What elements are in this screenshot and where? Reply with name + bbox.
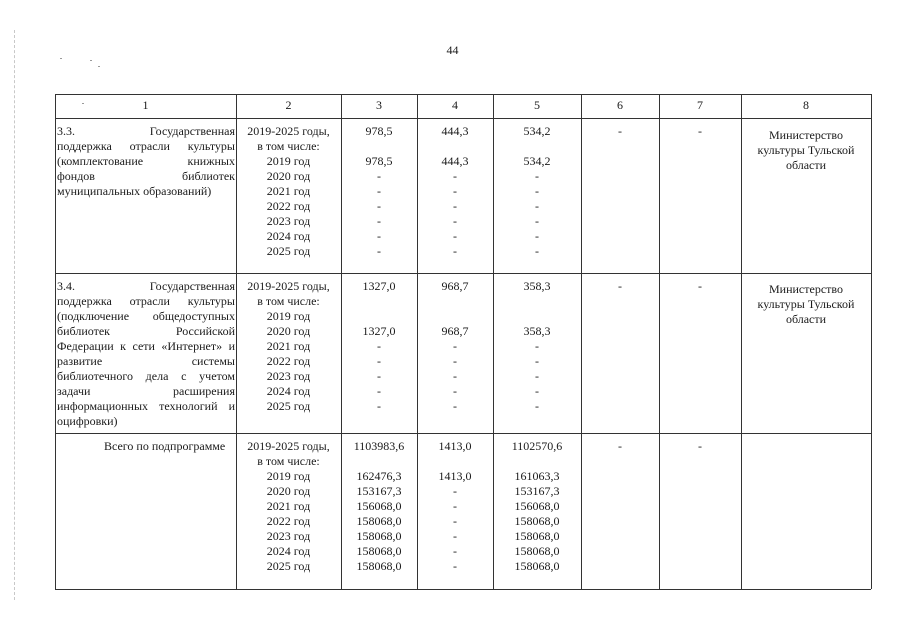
- amount-column-4: [417, 124, 493, 259]
- amount-cell: 158068,0: [514, 514, 560, 528]
- description-line: поддержка отрасли культуры: [57, 294, 235, 308]
- header-cell-5: 5: [534, 98, 540, 112]
- executor-line: культуры Тульской: [757, 143, 855, 157]
- amount-cell: [341, 294, 417, 309]
- period-cell: 2019-2025 годы,: [247, 124, 330, 138]
- period-cell: 2022 год: [266, 354, 311, 368]
- amount-cell: [493, 139, 581, 154]
- amount-cell: -: [453, 199, 457, 213]
- period-cell: 2021 год: [266, 184, 311, 198]
- amount-cell: -: [377, 384, 381, 398]
- period-cell: 2023 год: [266, 214, 311, 228]
- period-cell: в том числе:: [257, 294, 320, 308]
- period-cell: 2019-2025 годы,: [247, 439, 330, 453]
- period-cell: 2024 год: [266, 544, 311, 558]
- amount-column-3: [341, 279, 417, 414]
- amount-cell: 358,3: [523, 279, 551, 293]
- amount-cell: -: [377, 399, 381, 413]
- amount-cell: [417, 139, 493, 154]
- amount-cell: 162476,3: [356, 469, 402, 483]
- amount-cell: 968,7: [441, 279, 469, 293]
- amount-cell: 158068,0: [356, 544, 402, 558]
- amount-cell: [417, 294, 493, 309]
- executor-line: Министерство: [769, 128, 843, 142]
- amount-cell: -: [377, 199, 381, 213]
- description-line: фондов библиотек: [57, 169, 235, 183]
- period-cell: 2021 год: [266, 499, 311, 513]
- description-line: (подключение общедоступных: [57, 309, 235, 323]
- amount-column-6: [581, 279, 659, 294]
- period-cell: 2019 год: [266, 309, 311, 323]
- amount-cell: -: [453, 339, 457, 353]
- amount-cell: -: [377, 169, 381, 183]
- description-line: библиотек Российской: [57, 324, 235, 338]
- amount-cell: 534,2: [523, 154, 551, 168]
- amount-column-4: [417, 279, 493, 414]
- description-line: библиотечного дела с учетом: [57, 369, 235, 383]
- amount-cell: 158068,0: [514, 544, 560, 558]
- executor-cell: [741, 282, 871, 327]
- header-cell-7: 7: [697, 98, 703, 112]
- scan-speck: [98, 66, 100, 67]
- amount-cell: [493, 294, 581, 309]
- header-cell-6: 6: [617, 98, 623, 112]
- amount-column-3: [341, 124, 417, 259]
- description-line: Федерации к сети «Интернет» и: [57, 339, 235, 353]
- amount-cell: -: [618, 124, 622, 138]
- header-cell-4: 4: [452, 98, 458, 112]
- amount-cell: -: [535, 169, 539, 183]
- executor-line: области: [785, 312, 827, 326]
- executor-line: Министерство: [769, 282, 843, 296]
- description-line: развитие системы: [57, 354, 235, 368]
- amount-cell: -: [453, 499, 457, 513]
- amount-column-5: [493, 279, 581, 414]
- amount-cell: 156068,0: [356, 499, 402, 513]
- amount-cell: -: [698, 439, 702, 453]
- amount-cell: -: [453, 244, 457, 258]
- amount-cell: 158068,0: [356, 514, 402, 528]
- amount-cell: 1102570,6: [511, 439, 563, 453]
- period-cell: 2020 год: [266, 484, 311, 498]
- scan-speck: [90, 60, 92, 61]
- amount-cell: -: [453, 559, 457, 573]
- amount-cell: 444,3: [441, 124, 469, 138]
- amount-column-7: [659, 279, 741, 294]
- amount-cell: 1103983,6: [353, 439, 405, 453]
- executor-line: области: [785, 158, 827, 172]
- total-label: Всего по подпрограмме: [104, 439, 226, 453]
- amount-cell: -: [453, 529, 457, 543]
- amount-cell: -: [698, 279, 702, 293]
- amount-cell: -: [377, 244, 381, 258]
- amount-cell: -: [453, 484, 457, 498]
- period-cell: в том числе:: [257, 139, 320, 153]
- amount-cell: -: [535, 184, 539, 198]
- description-line: оцифровки): [57, 414, 118, 428]
- amount-cell: -: [453, 514, 457, 528]
- amount-cell: 158068,0: [514, 529, 560, 543]
- amount-cell: -: [535, 229, 539, 243]
- amount-cell: 978,5: [365, 154, 393, 168]
- amount-cell: 161063,3: [514, 469, 560, 483]
- amount-cell: -: [377, 354, 381, 368]
- amount-cell: 1413,0: [438, 469, 472, 483]
- period-cell: 2023 год: [266, 369, 311, 383]
- amount-column-7: [659, 439, 741, 454]
- amount-cell: -: [453, 184, 457, 198]
- page-number: 44: [446, 43, 459, 57]
- amount-cell: 358,3: [523, 324, 551, 338]
- row-description: [57, 124, 235, 199]
- amount-cell: [341, 309, 417, 324]
- period-cell: 2025 год: [266, 559, 311, 573]
- period-column: [236, 279, 341, 414]
- amount-cell: -: [453, 369, 457, 383]
- amount-cell: -: [535, 369, 539, 383]
- amount-cell: -: [453, 229, 457, 243]
- amount-cell: -: [535, 244, 539, 258]
- amount-cell: [493, 454, 581, 469]
- description-line: информационных технологий и: [57, 399, 235, 413]
- description-line: (комплектование книжных: [57, 154, 235, 168]
- period-cell: 2020 год: [266, 324, 311, 338]
- amount-cell: -: [535, 399, 539, 413]
- amount-cell: 156068,0: [514, 499, 560, 513]
- executor-line: культуры Тульской: [757, 297, 855, 311]
- amount-column-6: [581, 124, 659, 139]
- amount-cell: [341, 139, 417, 154]
- header-cell-3: 3: [376, 98, 382, 112]
- amount-column-5: [493, 439, 581, 574]
- amount-cell: 968,7: [441, 324, 469, 338]
- period-cell: 2023 год: [266, 529, 311, 543]
- amount-cell: -: [535, 214, 539, 228]
- amount-cell: -: [618, 439, 622, 453]
- amount-column-4: [417, 439, 493, 574]
- scan-margin-line: [14, 30, 15, 600]
- description-line: муниципальных образований): [57, 184, 212, 198]
- amount-cell: -: [535, 199, 539, 213]
- amount-cell: 158068,0: [356, 529, 402, 543]
- description-line: 3.4. Государственная: [57, 279, 235, 293]
- period-cell: 2022 год: [266, 199, 311, 213]
- amount-cell: [493, 309, 581, 324]
- amount-cell: 1413,0: [438, 439, 472, 453]
- row-description: [57, 279, 235, 429]
- amount-cell: -: [377, 369, 381, 383]
- amount-cell: [417, 454, 493, 469]
- amount-cell: [417, 309, 493, 324]
- amount-cell: 534,2: [523, 124, 551, 138]
- period-column: [236, 124, 341, 259]
- amount-column-6: [581, 439, 659, 454]
- amount-column-3: [341, 439, 417, 574]
- amount-cell: 1327,0: [362, 324, 396, 338]
- period-cell: 2025 год: [266, 399, 311, 413]
- period-cell: 2025 год: [266, 244, 311, 258]
- period-cell: 2024 год: [266, 229, 311, 243]
- amount-cell: -: [618, 279, 622, 293]
- period-cell: 2024 год: [266, 384, 311, 398]
- scan-speck: [60, 58, 62, 59]
- amount-cell: -: [453, 384, 457, 398]
- amount-cell: 978,5: [365, 124, 393, 138]
- amount-cell: 1327,0: [362, 279, 396, 293]
- amount-column-5: [493, 124, 581, 259]
- description-line: 3.3. Государственная: [57, 124, 235, 138]
- amount-cell: -: [698, 124, 702, 138]
- amount-cell: -: [535, 339, 539, 353]
- amount-cell: 153167,3: [356, 484, 402, 498]
- amount-cell: -: [377, 214, 381, 228]
- amount-cell: 158068,0: [356, 559, 402, 573]
- amount-cell: 444,3: [441, 154, 469, 168]
- period-cell: 2019 год: [266, 469, 311, 483]
- amount-cell: -: [453, 399, 457, 413]
- period-cell: 2022 год: [266, 514, 311, 528]
- amount-column-7: [659, 124, 741, 139]
- period-cell: 2021 год: [266, 339, 311, 353]
- period-column: [236, 439, 341, 574]
- amount-cell: -: [535, 384, 539, 398]
- amount-cell: -: [535, 354, 539, 368]
- period-cell: в том числе:: [257, 454, 320, 468]
- period-cell: 2020 год: [266, 169, 311, 183]
- header-cell-2: 2: [285, 98, 292, 112]
- period-cell: 2019-2025 годы,: [247, 279, 330, 293]
- description-line: задачи расширения: [57, 384, 235, 398]
- amount-cell: -: [377, 184, 381, 198]
- amount-cell: -: [453, 354, 457, 368]
- amount-cell: -: [377, 229, 381, 243]
- description-line: поддержка отрасли культуры: [57, 139, 235, 153]
- amount-cell: 158068,0: [514, 559, 560, 573]
- amount-cell: -: [453, 169, 457, 183]
- amount-cell: -: [453, 544, 457, 558]
- header-cell-1: 1: [142, 98, 149, 112]
- amount-cell: 153167,3: [514, 484, 560, 498]
- executor-cell: [741, 128, 871, 173]
- header-cell-8: 8: [803, 98, 809, 112]
- amount-cell: -: [377, 339, 381, 353]
- amount-cell: [341, 454, 417, 469]
- amount-cell: -: [453, 214, 457, 228]
- period-cell: 2019 год: [266, 154, 311, 168]
